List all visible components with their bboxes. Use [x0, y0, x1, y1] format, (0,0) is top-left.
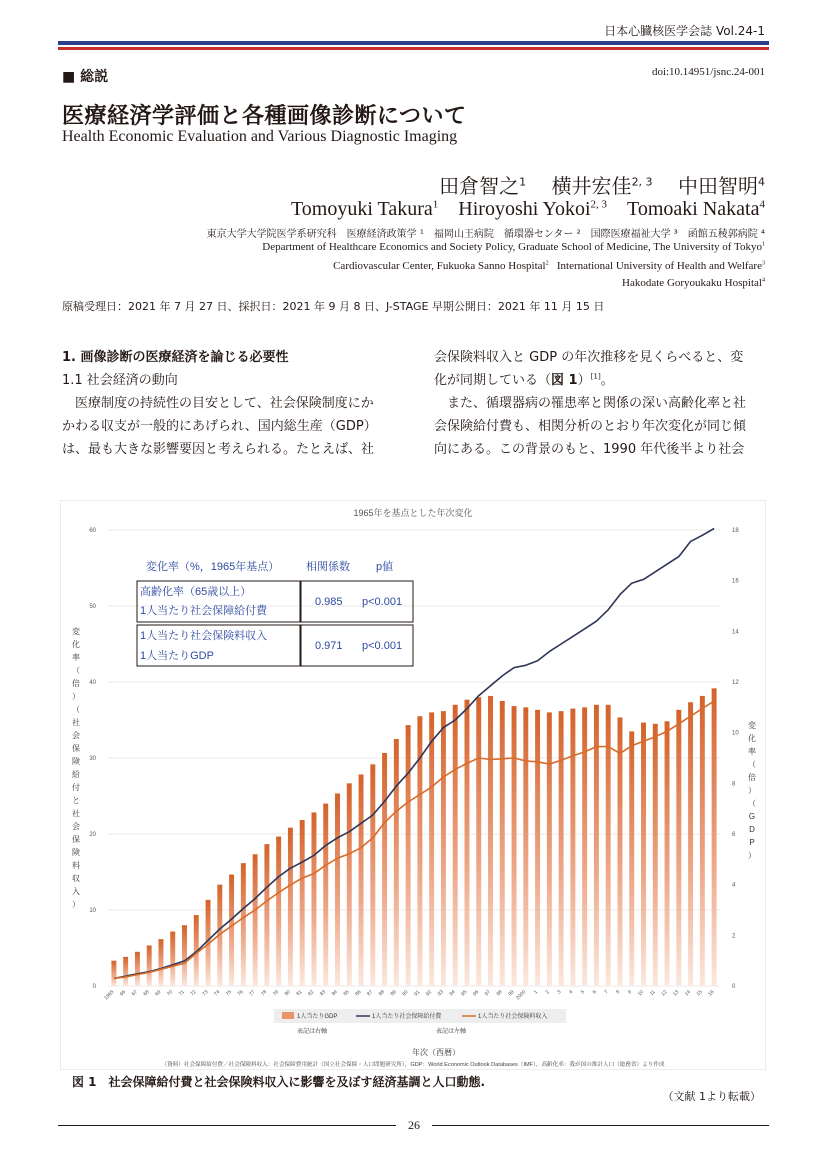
affiliation-english: [262, 241, 765, 253]
table-row-label: 1人当たりGDP: [140, 650, 214, 662]
bar-gdp: [229, 875, 234, 986]
bar-gdp: [158, 939, 163, 986]
x-tick-label: 81: [295, 989, 304, 998]
bar-gdp: [653, 724, 658, 986]
page-number: 26: [408, 1118, 420, 1132]
table-header-p: p値: [376, 561, 394, 573]
author-name: Hiroyoshi Yokoi: [458, 198, 591, 220]
bar-gdp: [688, 702, 693, 986]
left-axis-label-char: 変: [72, 627, 80, 636]
table-header-rate: 変化率（%，1965年基点）: [146, 561, 280, 573]
bar-gdp: [359, 774, 364, 986]
right-tick-label: 4: [732, 882, 736, 889]
left-tick-label: 40: [89, 680, 96, 686]
author-sup: 4: [758, 175, 765, 189]
body-line: 向にある。この背景のもと、1990 年代後半より社会: [434, 442, 745, 457]
bar-gdp: [523, 707, 528, 986]
author-sup: 1: [519, 175, 527, 189]
bar-gdp: [429, 712, 434, 986]
bar-gdp: [512, 706, 517, 986]
body-column-left: [62, 346, 392, 461]
left-axis-label-char: 率: [72, 653, 80, 662]
x-tick-label: 97: [483, 989, 492, 998]
bar-gdp: [617, 717, 622, 986]
bar-gdp: [582, 707, 587, 986]
left-tick-label: 30: [89, 756, 96, 762]
author-sup: 4: [759, 198, 765, 211]
affiliation-text: Department of Healthcare Economics and Society Policy, Graduate School of Medicine, The University of Tokyo: [262, 241, 762, 253]
citation-reference[interactable]: [1]: [590, 371, 601, 381]
table-row-r: 0.985: [315, 596, 343, 608]
section-heading: 1. 画像診断の医療経済を論じる必要性: [62, 350, 289, 365]
authors-japanese: [439, 170, 765, 199]
affiliation-text: Cardiovascular Center, Fukuoka Sanno Hospital: [333, 260, 546, 272]
bar-gdp: [276, 837, 281, 986]
body-line: 会保険給付費も、相関分析のとおり年次変化が同じ傾: [434, 419, 747, 434]
body-line: また、循環器病の罹患率と関係の深い高齢化率と社: [447, 396, 747, 411]
author-name: 横井宏佳: [551, 174, 632, 198]
x-tick-label: 92: [424, 989, 434, 998]
right-axis-label-char: 倍: [748, 773, 756, 782]
body-line: は、最も大きな影響要因と考えられる。たとえば、社: [62, 442, 375, 457]
body-text: 。: [600, 373, 614, 388]
author-name: 田倉智之: [439, 174, 520, 198]
x-tick-label: 93: [436, 989, 445, 998]
affiliations-japanese: 東京大学大学院医学系研究科 医療経済政策学 ¹ 福岡山王病院 循環器センター ² 国際医療福祉大学 ³ 函館五稜郭病院 ⁴: [206, 229, 765, 240]
chart-source-note: （資料）社会保障給付費／社会保険料収入：社会保障費用統計（国立社会保障・人口問題研究所），GDP：World Economic Outlook Databases（IMF），高齢化率：我が国の推計人口（総務省）より作成: [161, 1062, 665, 1068]
section-label: ■ 総説: [62, 69, 109, 85]
table-row-p: p<0.001: [362, 596, 403, 608]
chart-svg: [60, 500, 766, 1070]
left-axis-label-char: 険: [72, 848, 80, 857]
bar-gdp: [147, 945, 152, 986]
x-axis-label: 年次（西暦）: [412, 1048, 460, 1057]
bar-gdp: [547, 712, 552, 986]
bar-gdp: [500, 701, 505, 986]
right-axis-label-char: D: [749, 825, 755, 834]
right-axis-label-char: ）: [748, 786, 756, 795]
header-rule-blue: [58, 41, 769, 45]
bar-gdp: [676, 710, 681, 986]
right-tick-label: 10: [732, 730, 739, 737]
body-line: かわる収支が一般的にあげられ、国内総生産（GDP）: [62, 419, 377, 434]
x-tick-label: 66: [118, 989, 128, 998]
bar-gdp: [335, 793, 340, 986]
body-line: 会保険料収入と GDP の年次推移を見くらべると、変: [434, 350, 744, 365]
x-tick-label: 69: [154, 989, 163, 998]
author-sup: 1: [432, 198, 439, 211]
x-tick-label: 89: [389, 989, 398, 998]
x-tick-label: 96: [471, 989, 481, 998]
x-tick-label: 84: [330, 989, 339, 998]
header-rule-red: [58, 47, 769, 50]
right-axis-label-char: 変: [748, 721, 756, 730]
author-name: Tomoyuki Takura: [290, 198, 433, 220]
x-tick-label: 78: [260, 989, 269, 998]
x-tick-label: 7: [603, 989, 610, 996]
authors-english: [291, 198, 765, 221]
left-tick-label: 60: [89, 528, 96, 534]
author-name: Tomoaki Nakata: [627, 198, 760, 220]
body-line: [434, 369, 767, 392]
affiliation-text: Hakodate Goryoukaku Hospital: [622, 277, 762, 289]
x-tick-label: 87: [366, 989, 375, 998]
right-axis-label-char: 化: [748, 734, 756, 743]
x-tick-label: 75: [224, 989, 233, 998]
table-row-p: p<0.001: [362, 640, 403, 652]
affiliation-english: [333, 260, 765, 272]
legend-label-premium: 1人当たり社会保険料収入: [478, 1014, 548, 1020]
bar-gdp: [488, 696, 493, 986]
left-axis-label-char: 倍: [72, 679, 80, 688]
left-axis-label-char: 給: [72, 770, 80, 779]
bar-gdp: [241, 863, 246, 986]
title-english: Health Economic Evaluation and Various Diagnostic Imaging: [62, 128, 458, 145]
left-axis-label-char: 会: [72, 822, 80, 831]
x-tick-label: 1: [532, 989, 539, 996]
bar-gdp: [464, 700, 469, 986]
doi: doi:10.14951/jsnc.24-001: [651, 66, 765, 78]
left-axis-label-char: 付: [72, 783, 80, 792]
bar-gdp: [570, 709, 575, 986]
left-axis-label-char: 社: [72, 718, 80, 727]
right-axis-label-char: ）: [748, 851, 756, 860]
x-tick-label: 14: [683, 989, 692, 998]
bar-gdp: [123, 957, 128, 986]
x-tick-label: 6: [591, 989, 598, 996]
left-axis-label-char: ）: [72, 900, 80, 909]
bar-gdp: [406, 725, 411, 986]
right-tick-label: 16: [732, 578, 739, 585]
left-axis-label-char: 会: [72, 731, 80, 740]
bar-gdp: [641, 723, 646, 986]
x-tick-label: 82: [307, 989, 316, 998]
x-tick-label: 2000: [515, 989, 528, 1002]
subsection-heading: 1.1 社会経済の動向: [62, 373, 178, 388]
left-axis-label-char: （: [72, 666, 80, 675]
x-tick-label: 13: [672, 989, 681, 998]
bar-gdp: [311, 812, 316, 986]
bar-gdp: [370, 764, 375, 986]
bar-gdp: [535, 710, 540, 986]
table-row-label: 1人当たり社会保障給付費: [140, 605, 268, 617]
author-sup: 2, 3: [631, 175, 653, 189]
x-tick-label: 88: [377, 989, 386, 998]
left-axis-label-char: （: [72, 705, 80, 714]
left-tick-label: 50: [89, 604, 96, 610]
left-axis-label-char: 入: [72, 887, 80, 896]
x-tick-label: 95: [460, 989, 469, 998]
left-axis-label-char: と: [72, 796, 80, 805]
x-tick-label: 2: [544, 989, 551, 996]
x-tick-label: 77: [248, 989, 257, 998]
x-tick-label: 71: [177, 989, 186, 998]
bar-gdp: [629, 731, 634, 986]
left-tick-label: 0: [92, 984, 96, 990]
body-text: 化が同期している（: [434, 373, 552, 388]
table-header-r: 相関係数: [306, 561, 350, 573]
left-tick-label: 20: [89, 832, 96, 838]
bar-gdp: [712, 688, 717, 986]
figure-reference[interactable]: 図 1: [551, 373, 578, 388]
right-axis-label-char: （: [748, 760, 756, 769]
footer-rule-right: [432, 1125, 769, 1126]
left-tick-label: 10: [89, 908, 96, 914]
legend-swatch-gdp: [282, 1012, 294, 1019]
left-axis-label-char: 料: [72, 861, 80, 870]
affiliation-sup: 4: [761, 277, 765, 284]
right-tick-label: 8: [732, 781, 736, 788]
x-tick-label: 16: [707, 989, 716, 998]
figure-caption: 図 1 社会保障給付費と社会保険料収入に影響を及ぼす経済基調と人口動態.: [72, 1075, 486, 1089]
affiliation-sup: 2: [545, 260, 549, 267]
bar-gdp: [182, 925, 187, 986]
bar-gdp: [347, 783, 352, 986]
bar-gdp: [111, 961, 116, 986]
right-axis-label-char: G: [748, 812, 756, 821]
figure-chart: [60, 500, 766, 1070]
x-tick-label: 9: [626, 989, 634, 996]
table-row-r: 0.971: [315, 640, 343, 652]
footer-rule-left: [58, 1125, 396, 1126]
x-tick-label: 74: [213, 989, 222, 998]
body-line: 医療制度の持続性の目安として、社会保険制度にか: [75, 396, 374, 411]
x-tick-label: 15: [695, 989, 704, 998]
x-tick-label: 3: [556, 989, 563, 996]
legend-sub-left-axis: 表記は左軸: [436, 1029, 467, 1035]
affiliation-text: International University of Health and Welfare: [556, 260, 762, 272]
x-tick-label: 99: [507, 989, 516, 998]
affiliation-english: [622, 277, 765, 289]
bar-gdp: [453, 705, 458, 986]
right-tick-label: 14: [732, 629, 739, 636]
bar-gdp: [170, 932, 175, 986]
bar-gdp: [559, 711, 564, 986]
x-tick-label: 8: [615, 989, 622, 996]
right-tick-label: 0: [732, 984, 736, 990]
bar-gdp: [253, 854, 258, 986]
author-sup: 2, 3: [590, 198, 608, 211]
x-tick-label: 4: [568, 989, 575, 996]
bar-gdp: [382, 753, 387, 986]
x-tick-label: 67: [130, 989, 139, 998]
bar-gdp: [476, 697, 481, 986]
left-axis-label-char: ）: [72, 692, 80, 701]
body-column-right: [434, 346, 767, 461]
left-axis-label-char: 社: [72, 809, 80, 818]
x-tick-label: 12: [660, 989, 669, 998]
left-axis-label-char: 収: [72, 874, 80, 883]
x-tick-label: 86: [354, 989, 363, 998]
x-tick-label: 76: [236, 989, 245, 998]
bar-gdp: [264, 844, 269, 986]
right-axis-label-char: P: [749, 838, 755, 847]
left-axis-label-char: 保: [72, 744, 80, 753]
right-axis-label-char: （: [748, 799, 756, 808]
legend-label-benefit: 1人当たり社会保障給付費: [372, 1014, 442, 1020]
right-tick-label: 12: [732, 680, 739, 686]
right-tick-label: 18: [732, 528, 739, 534]
right-tick-label: 6: [732, 832, 736, 838]
bar-gdp: [323, 804, 328, 986]
x-tick-label: 90: [401, 989, 410, 998]
x-tick-label: 72: [189, 989, 198, 998]
x-tick-label: 11: [648, 989, 657, 998]
x-tick-label: 1965: [103, 989, 116, 1002]
left-axis-label-char: 険: [72, 757, 80, 766]
affiliation-sup: 3: [761, 260, 765, 267]
right-axis-label-char: 率: [748, 747, 756, 756]
title-japanese: 医療経済学評価と各種画像診断について: [62, 104, 467, 129]
manuscript-dates: 原稿受理日：2021 年 7 月 27 日、採択日：2021 年 9 月 8 日、J-STAGE 早期公開日：2021 年 11 月 15 日: [62, 300, 605, 313]
figure-source: （文献 1より転載）: [662, 1090, 761, 1103]
x-tick-label: 80: [283, 989, 292, 998]
bar-gdp: [700, 696, 705, 986]
left-axis-label-char: 保: [72, 835, 80, 844]
x-tick-label: 5: [579, 989, 587, 996]
left-axis-label-char: 化: [72, 640, 80, 649]
author-name: 中田智明: [678, 174, 758, 198]
legend-sub-right-axis: 表記は右軸: [297, 1029, 328, 1035]
table-row-label: 1人当たり社会保険料収入: [140, 630, 268, 642]
bar-gdp: [394, 739, 399, 986]
x-tick-label: 79: [271, 989, 281, 998]
journal-header: 日本心臓核医学会誌 Vol.24-1: [604, 24, 765, 38]
x-tick-label: 73: [201, 989, 210, 998]
chart-title: 1965年を基点とした年次変化: [353, 508, 473, 518]
bar-gdp: [300, 820, 305, 986]
x-tick-label: 70: [165, 989, 175, 998]
legend-label-gdp: 1人当たりGDP: [297, 1014, 338, 1020]
x-tick-label: 91: [413, 989, 422, 998]
affiliation-sup: 1: [761, 241, 765, 248]
x-tick-label: 85: [342, 989, 351, 998]
table-row-label: 高齢化率（65歳以上）: [140, 586, 252, 598]
x-tick-label: 98: [495, 989, 504, 998]
x-tick-label: 94: [448, 989, 457, 998]
x-tick-label: 83: [318, 989, 328, 998]
right-tick-label: 2: [732, 933, 736, 940]
x-tick-label: 68: [142, 989, 151, 998]
body-text: ）: [577, 373, 591, 388]
bar-gdp: [288, 828, 293, 986]
x-tick-label: 10: [636, 989, 645, 998]
bar-gdp: [441, 711, 446, 986]
bar-gdp: [135, 952, 140, 986]
bar-gdp: [665, 721, 670, 986]
